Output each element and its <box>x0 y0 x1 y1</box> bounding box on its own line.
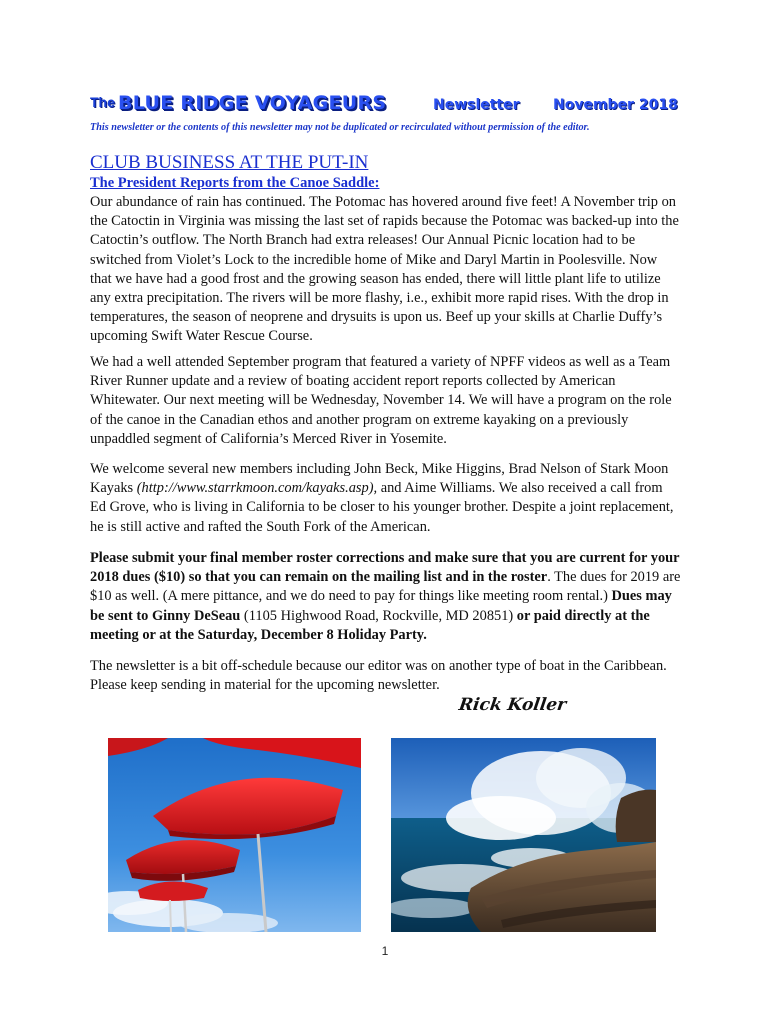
new-members-text: We welcome several new members including John Beck, Mike Higgins, Brad Nelson of Stark Moon Kayaks <box>90 461 669 497</box>
president-signature: Rick Koller <box>457 695 568 715</box>
section-title: CLUB BUSINESS AT THE PUT-IN <box>90 152 369 173</box>
masthead <box>90 92 680 122</box>
masthead-newsletter: Newsletter <box>433 97 520 113</box>
paragraph-new-members <box>90 460 682 537</box>
paragraph-dues <box>90 549 682 645</box>
copyright-disclaimer: This newsletter or the contents of this newsletter may not be duplicated or recirculated without permission of the editor. <box>90 122 590 133</box>
dues-address: (1105 Highwood Road, Rockville, MD 20851) <box>240 607 517 624</box>
dues-reminder-bold: Please submit your final member roster corrections and make sure that you are current for your 2018 dues ($10) so that you can remain on the mailing list and in the roster <box>90 550 680 586</box>
paragraph-off-schedule: The newsletter is a bit off-schedule because our editor was on another type of boat in the Caribbean. Please keep sending in material for the upcoming newsletter. <box>90 658 667 694</box>
stark-moon-link[interactable]: (http://www.starrkmoon.com/kayaks.asp), <box>136 480 378 497</box>
page-number: 1 <box>381 944 389 958</box>
paragraph-rain-report: Our abundance of rain has continued. The Potomac has hovered around five feet! A November trip on the Catoctin in Virginia was missing the last set of rapids because the Potomac was backed-up into the Catoctin’s outflow. The North Branch had extra releases! Our Annual Picnic location had to be switched from Violet’s Lock to the incredible home of Mike and Daryl Martin in Poolesville. Now that we have had a good frost and the growing season has ended, there will little plant life to utilize any extra precipitation. The rivers will be more flashy, i.e., exhibit more rapid rises. With the drop in temperatures, the season of neoprene and drysuits is upon us. Beef up your skills at Charlie Duffy’s upcoming Swift Water Rescue Course. <box>90 194 679 345</box>
issue-date: November 2018 <box>553 97 678 113</box>
section-subhead: The President Reports from the Canoe Saddle: <box>90 175 380 191</box>
masthead-title: BLUE RIDGE VOYAGEURS <box>118 92 387 114</box>
dues-recipient-bold: Dues may be sent to Ginny DeSeau <box>90 588 672 624</box>
dues-amount-text: . The dues for 2019 are $10 as well. (A mere pittance, and we do need to pay for things like meeting room rental.) <box>90 569 681 605</box>
masthead-the: The <box>90 94 115 110</box>
paragraph-meeting-program: We had a well attended September program that featured a variety of NPFF videos as well as a Team River Runner update and a review of boating accident report reports collected by American Whitewater. Our next meeting will be Wednesday, November 14. We will have a program on the role of the canoe in the Canadian ethos and another program on extreme kayaking on a previously unpaddled segment of California’s Merced River in Yosemite. <box>90 354 672 447</box>
new-members-text-cont: and Aime Williams. We also received a call from Ed Grove, who is living in California to be closer to his younger brother. Despite a joint replacement, he is still active and rafted the South Fork of the American. <box>90 480 674 535</box>
dues-alternative-bold: or paid directly at the meeting or at the Saturday, December 8 Holiday Party. <box>90 607 650 643</box>
red-umbrellas-photo <box>108 738 361 932</box>
crashing-wave-photo <box>391 738 656 932</box>
